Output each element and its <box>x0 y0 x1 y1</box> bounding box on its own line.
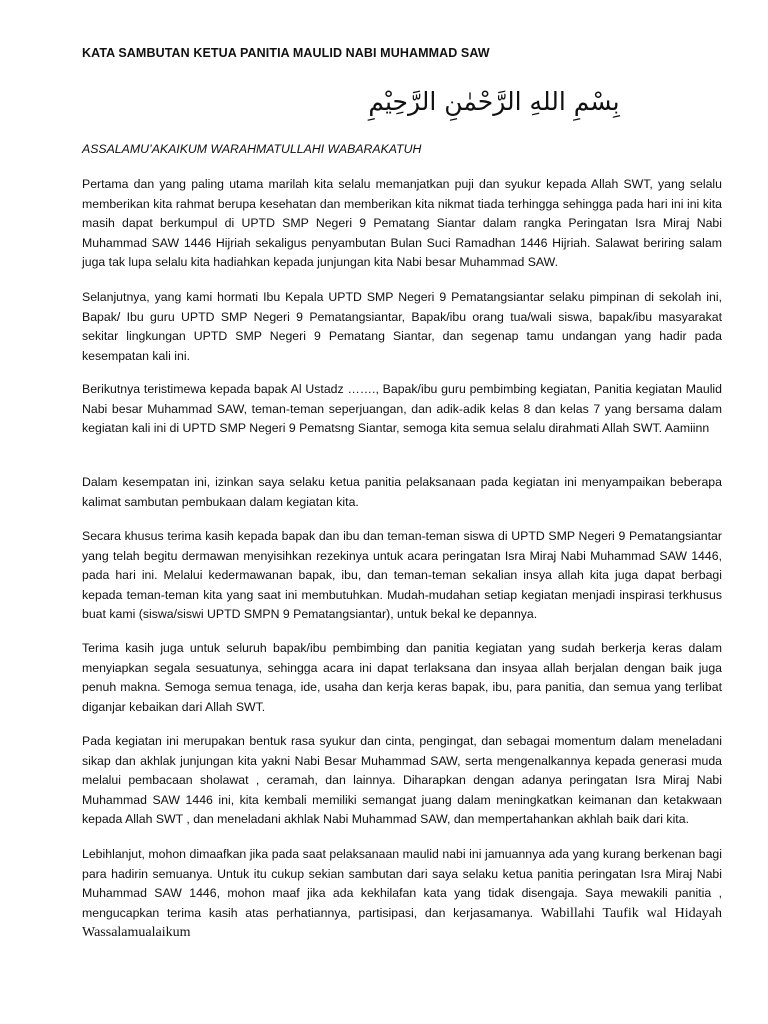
paragraph-gratitude-committee: Terima kasih juga untuk seluruh bapak/ibu pembimbing dan panitia kegiatan yang sudah berkerja keras dalam menyiapkan segala sesuatunya, sehingga acara ini dapat terlaksana dan insyaa allah berjalan dengan baik juga penuh makna. Semoga semua tenaga, ide, usaha dan kerja keras bapak, ibu, para panitia, dan semua yang terlibat diganjar kebaikan dari Allah SWT. <box>82 641 722 714</box>
greeting: ASSALAMU’AKAIKUM WARAHMATULLAHI WABARAKATUH <box>82 142 422 156</box>
paragraph-special-thanks: Berikutnya teristimewa kepada bapak Al Ustadz ……., Bapak/ibu guru pembimbing kegiatan, Panitia kegiatan Maulid Nabi besar Muhammad SAW, teman-teman seperjuangan, dan adik-adik kelas 8 dan kelas 7 yang bersama dalam kegiatan kali ini di UPTD SMP Negeri 9 Pematsng Siantar, semoga kita semua selalu dirahmati Allah SWT. Aamiinn <box>82 382 722 436</box>
paragraph-opening: Pertama dan yang paling utama marilah kita selalu memanjatkan puji dan syukur kepada Allah SWT, yang selalu memberikan kita rahmat berupa kesehatan dan memberikan kita nikmat tiada terhingga sehingga pada hari ini ini kita masih dapat berkumpul di UPTD SMP Negeri 9 Pematang Siantar dalam rangka Peringatan Isra Miraj Nabi Muhammad SAW 1446 Hijriah sekaligus penyambutan Bulan Suci Ramadhan 1446 Hijriah. Salawat beriring salam juga tak lupa selalu kita hadiahkan kepada junjungan kita Nabi besar Muhammad SAW. <box>82 177 722 270</box>
basmalah-calligraphy <box>266 80 722 122</box>
basmalah-text: بِسْمِ اللهِ الرَّحْمٰنِ الرَّحِيْمِ <box>368 86 620 116</box>
paragraph-permission: Dalam kesempatan ini, izinkan saya selaku ketua panitia pelaksanaan pada kegiatan ini menyampaikan beberapa kalimat sambutan pembukaan dalam kegiatan kita. <box>82 475 722 509</box>
paragraph-respect: Selanjutnya, yang kami hormati Ibu Kepala UPTD SMP Negeri 9 Pematangsiantar selaku pimpinan di sekolah ini, Bapak/ Ibu guru UPTD SMP Negeri 9 Pematangsiantar, Bapak/ibu orang tua/wali siswa, bapak/ibu masyarakat sekitar lingkungan UPTD SMP Negeri 9 Pematang Siantar, dan segenap tamu undangan yang hadir pada kesempatan kali ini. <box>82 290 722 363</box>
paragraph-closing <box>82 845 722 943</box>
closing-salutation: Wabillahi Taufik wal Hidayah Wassalamualaikum <box>82 905 723 941</box>
paragraph-closing-text: Lebihlanjut, mohon dimaafkan jika pada saat pelaksanaan maulid nabi ini jamuannya ada yang kurang berkenan bagi para hadirin semuanya. Untuk itu cukup sekian sambutan dari saya selaku ketua panitia peringatan Isra Miraj Nabi Muhammad SAW 1446, mohon maaf jika ada kekhilafan kata yang tidak disengaja. Saya mewakili panitia , mengucapkan terima kasih atas perhatiannya, partisipasi, dan kerjasamanya. <box>82 847 722 920</box>
paragraph-gratitude-donors: Secara khusus terima kasih kepada bapak dan ibu dan teman-teman siswa di UPTD SMP Negeri 9 Pematangsiantar yang telah begitu dermawan menyisihkan rezekinya untuk acara peringatan Isra Miraj Nabi Muhammad SAW 1446, pada hari ini. Melalui kedermawanan bapak, ibu, dan teman-teman sekalian insya allah kita juga dapat berbagi kepada teman-teman kita yang saat ini membutuhkan. Mudah-mudahan setiap kegiatan menjadi inspirasi terkhusus buat kami (siswa/siswi UPTD SMPN 9 Pematangsiantar), untuk bekal ke depannya. <box>82 529 722 622</box>
paragraph-purpose: Pada kegiatan ini merupakan bentuk rasa syukur dan cinta, pengingat, dan sebagai momentum dalam meneladani sikap dan akhlak junjungan kita yakni Nabi Besar Muhammad SAW, serta mengenalkannya kepada generasi muda melalui pembacaan sholawat , ceramah, dan lainnya. Diharapkan dengan adanya peringatan Isra Miraj Nabi Muhammad SAW 1446 ini, kita kembali memiliki semangat juang dalam meningkatkan keimanan dan ketakwaan kepada Allah SWT , dan meneladani akhlak Nabi Muhammad SAW, dan mempertahankan akhlah baik dari kita. <box>82 734 722 827</box>
document-title: KATA SAMBUTAN KETUA PANITIA MAULID NABI MUHAMMAD SAW <box>82 46 490 60</box>
